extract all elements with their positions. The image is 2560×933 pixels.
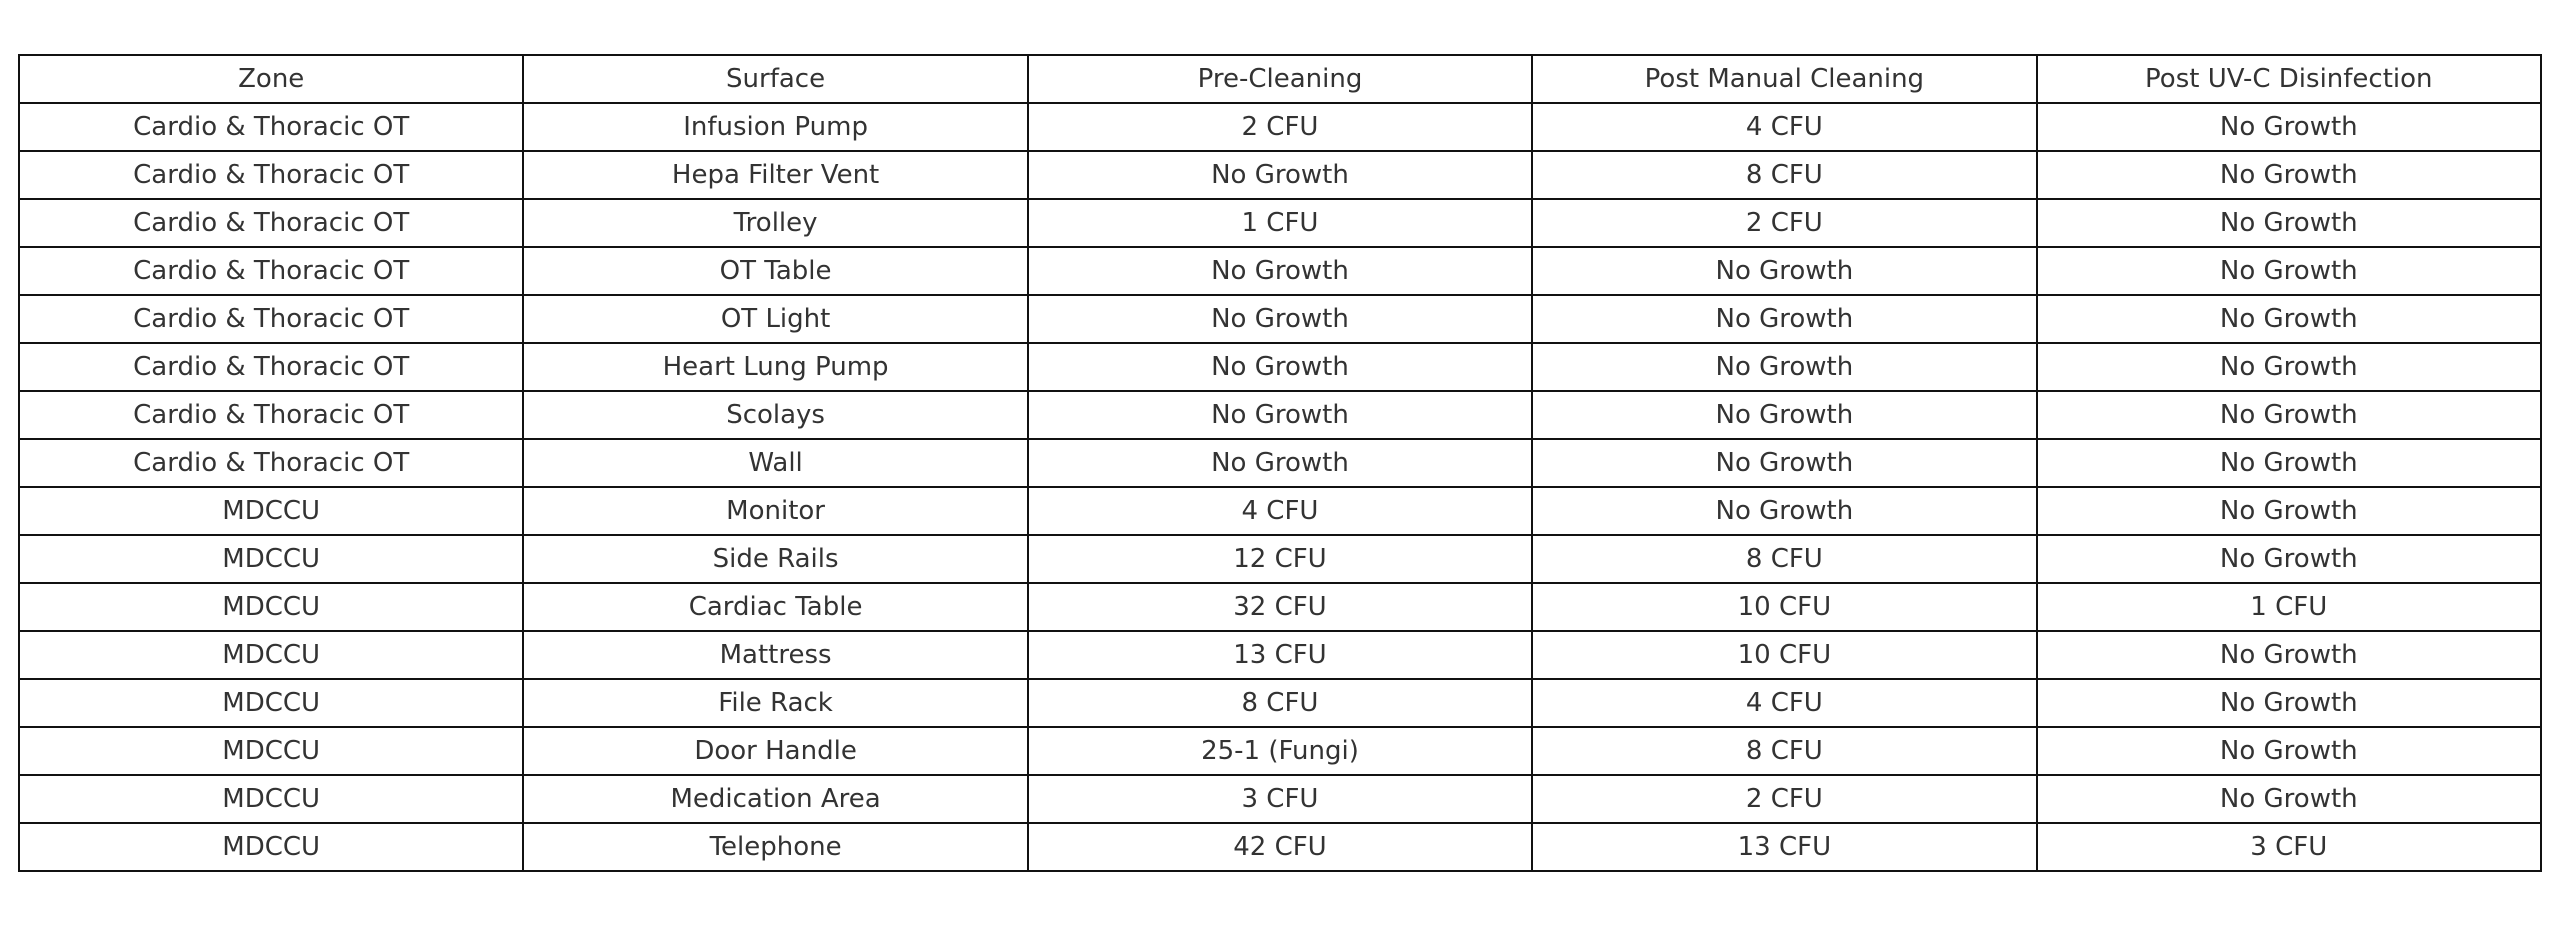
surface-cell: Trolley — [523, 199, 1027, 247]
pre-cleaning-cell: 1 CFU — [1028, 199, 1532, 247]
surface-cell: Monitor — [523, 487, 1027, 535]
post-uvc-disinfection-cell: No Growth — [2037, 439, 2541, 487]
table-row — [19, 679, 2541, 727]
column-header-surface: Surface — [523, 55, 1027, 103]
zone-cell: MDCCU — [19, 631, 523, 679]
post-uvc-disinfection-cell: No Growth — [2037, 535, 2541, 583]
table-body — [19, 103, 2541, 871]
table-row — [19, 535, 2541, 583]
table-row — [19, 391, 2541, 439]
pre-cleaning-cell: 3 CFU — [1028, 775, 1532, 823]
pre-cleaning-cell: 4 CFU — [1028, 487, 1532, 535]
table-row — [19, 823, 2541, 871]
post-manual-cleaning-cell: 13 CFU — [1532, 823, 2036, 871]
surface-cell: OT Light — [523, 295, 1027, 343]
table-row — [19, 295, 2541, 343]
zone-cell: Cardio & Thoracic OT — [19, 151, 523, 199]
zone-cell: Cardio & Thoracic OT — [19, 343, 523, 391]
surface-cell: Heart Lung Pump — [523, 343, 1027, 391]
pre-cleaning-cell: No Growth — [1028, 343, 1532, 391]
pre-cleaning-cell: 13 CFU — [1028, 631, 1532, 679]
surface-cell: Telephone — [523, 823, 1027, 871]
table-header — [19, 55, 2541, 103]
post-manual-cleaning-cell: No Growth — [1532, 391, 2036, 439]
table-row — [19, 583, 2541, 631]
pre-cleaning-cell: 12 CFU — [1028, 535, 1532, 583]
post-manual-cleaning-cell: No Growth — [1532, 487, 2036, 535]
zone-cell: MDCCU — [19, 823, 523, 871]
pre-cleaning-cell: 32 CFU — [1028, 583, 1532, 631]
table-row — [19, 631, 2541, 679]
pre-cleaning-cell: No Growth — [1028, 391, 1532, 439]
column-header-zone: Zone — [19, 55, 523, 103]
column-header-post-uvc-disinfection: Post UV-C Disinfection — [2037, 55, 2541, 103]
pre-cleaning-cell: No Growth — [1028, 295, 1532, 343]
post-uvc-disinfection-cell: 3 CFU — [2037, 823, 2541, 871]
post-uvc-disinfection-cell: No Growth — [2037, 775, 2541, 823]
surface-cell: Side Rails — [523, 535, 1027, 583]
zone-cell: MDCCU — [19, 583, 523, 631]
pre-cleaning-cell: 8 CFU — [1028, 679, 1532, 727]
surface-cell: Cardiac Table — [523, 583, 1027, 631]
surface-cell: Mattress — [523, 631, 1027, 679]
post-uvc-disinfection-cell: No Growth — [2037, 295, 2541, 343]
column-header-pre-cleaning: Pre-Cleaning — [1028, 55, 1532, 103]
pre-cleaning-cell: No Growth — [1028, 151, 1532, 199]
post-manual-cleaning-cell: 8 CFU — [1532, 535, 2036, 583]
zone-cell: MDCCU — [19, 535, 523, 583]
post-uvc-disinfection-cell: No Growth — [2037, 343, 2541, 391]
surface-cell: Medication Area — [523, 775, 1027, 823]
zone-cell: Cardio & Thoracic OT — [19, 247, 523, 295]
post-manual-cleaning-cell: No Growth — [1532, 343, 2036, 391]
data-table — [18, 54, 2542, 872]
zone-cell: MDCCU — [19, 775, 523, 823]
zone-cell: Cardio & Thoracic OT — [19, 391, 523, 439]
table-row — [19, 727, 2541, 775]
surface-cell: Wall — [523, 439, 1027, 487]
zone-cell: MDCCU — [19, 679, 523, 727]
pre-cleaning-cell: No Growth — [1028, 247, 1532, 295]
surface-cell: Infusion Pump — [523, 103, 1027, 151]
pre-cleaning-cell: 2 CFU — [1028, 103, 1532, 151]
post-uvc-disinfection-cell: No Growth — [2037, 151, 2541, 199]
surface-cell: File Rack — [523, 679, 1027, 727]
table-row — [19, 343, 2541, 391]
data-table-container — [18, 54, 2542, 872]
table-row — [19, 439, 2541, 487]
post-manual-cleaning-cell: No Growth — [1532, 439, 2036, 487]
post-manual-cleaning-cell: 10 CFU — [1532, 583, 2036, 631]
table-row — [19, 199, 2541, 247]
post-uvc-disinfection-cell: No Growth — [2037, 247, 2541, 295]
post-uvc-disinfection-cell: No Growth — [2037, 103, 2541, 151]
table-row — [19, 103, 2541, 151]
post-manual-cleaning-cell: 8 CFU — [1532, 151, 2036, 199]
zone-cell: Cardio & Thoracic OT — [19, 199, 523, 247]
post-uvc-disinfection-cell: 1 CFU — [2037, 583, 2541, 631]
pre-cleaning-cell: No Growth — [1028, 439, 1532, 487]
post-manual-cleaning-cell: 10 CFU — [1532, 631, 2036, 679]
zone-cell: MDCCU — [19, 727, 523, 775]
table-row — [19, 775, 2541, 823]
zone-cell: MDCCU — [19, 487, 523, 535]
post-manual-cleaning-cell: No Growth — [1532, 295, 2036, 343]
post-manual-cleaning-cell: 4 CFU — [1532, 103, 2036, 151]
zone-cell: Cardio & Thoracic OT — [19, 103, 523, 151]
post-manual-cleaning-cell: 2 CFU — [1532, 775, 2036, 823]
header-row — [19, 55, 2541, 103]
post-manual-cleaning-cell: 4 CFU — [1532, 679, 2036, 727]
surface-cell: Scolays — [523, 391, 1027, 439]
table-row — [19, 487, 2541, 535]
post-uvc-disinfection-cell: No Growth — [2037, 631, 2541, 679]
post-uvc-disinfection-cell: No Growth — [2037, 199, 2541, 247]
pre-cleaning-cell: 25-1 (Fungi) — [1028, 727, 1532, 775]
post-manual-cleaning-cell: 2 CFU — [1532, 199, 2036, 247]
post-manual-cleaning-cell: 8 CFU — [1532, 727, 2036, 775]
post-manual-cleaning-cell: No Growth — [1532, 247, 2036, 295]
table-row — [19, 247, 2541, 295]
surface-cell: OT Table — [523, 247, 1027, 295]
post-uvc-disinfection-cell: No Growth — [2037, 679, 2541, 727]
post-uvc-disinfection-cell: No Growth — [2037, 727, 2541, 775]
column-header-post-manual-cleaning: Post Manual Cleaning — [1532, 55, 2036, 103]
zone-cell: Cardio & Thoracic OT — [19, 295, 523, 343]
post-uvc-disinfection-cell: No Growth — [2037, 487, 2541, 535]
surface-cell: Hepa Filter Vent — [523, 151, 1027, 199]
pre-cleaning-cell: 42 CFU — [1028, 823, 1532, 871]
surface-cell: Door Handle — [523, 727, 1027, 775]
zone-cell: Cardio & Thoracic OT — [19, 439, 523, 487]
table-row — [19, 151, 2541, 199]
post-uvc-disinfection-cell: No Growth — [2037, 391, 2541, 439]
